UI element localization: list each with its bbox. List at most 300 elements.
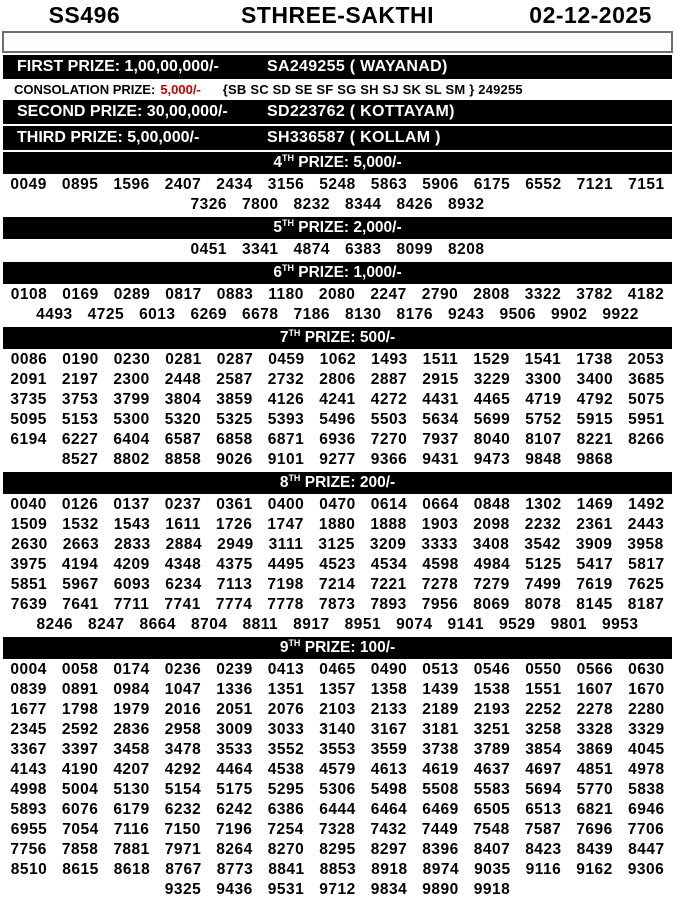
prize-number: 3125 [318,536,355,553]
prize-number: 0040 [10,496,47,513]
prize-number: 7937 [422,431,459,448]
prize-number: 1511 [422,351,459,368]
prize-number: 5248 [319,176,356,193]
prize-number: 2833 [114,536,151,553]
prize-number: 0126 [61,496,99,513]
prize-number: 7587 [524,821,562,838]
prize-number: 6404 [113,431,150,448]
prize-number: 0490 [370,661,408,678]
prize-number: 6234 [165,576,202,593]
prize-number: 0086 [10,351,48,368]
prize-number: 7893 [370,596,407,613]
prize-number: 4241 [319,391,356,408]
prize-number: 3542 [524,536,561,553]
third-prize-bar [3,126,672,150]
prize-number: 2053 [627,351,665,368]
prize-number-row [0,615,675,635]
prize-number: 9801 [550,616,587,633]
prize-number: 3478 [164,741,202,758]
prize-number: 0108 [10,286,48,303]
prize-number: 2732 [267,371,305,388]
prize-number: 0630 [628,661,665,678]
prize-number: 4851 [576,761,614,778]
prize-number: 0289 [113,286,151,303]
prize-number: 1677 [10,701,47,718]
prize-number: 4493 [36,306,73,323]
prize-number: 3735 [10,391,47,408]
prize-number: 4598 [422,556,459,573]
prize-number: 3789 [473,741,511,758]
prize-number: 2587 [216,371,253,388]
prize-number: 7711 [113,596,150,613]
prize-number: 8932 [447,196,485,213]
prize-section-header [3,637,672,659]
prize-number: 1492 [628,496,665,513]
prize-number: 3322 [524,286,562,303]
prize-number: 1357 [319,681,356,698]
prize-number: 7499 [524,576,562,593]
prize-number: 0190 [62,351,99,368]
prize-number: 9116 [525,861,562,878]
prize-number: 9366 [370,451,408,468]
prize-number: 7196 [215,821,253,838]
prize-number: 1062 [319,351,357,368]
second-prize-bar [3,100,672,124]
prize-number: 0237 [164,496,202,513]
prize-number: 2247 [370,286,407,303]
section-ordinal: 4 [273,154,282,171]
prize-number: 9902 [550,306,588,323]
prize-number: 1738 [576,351,613,368]
prize-number: 6469 [422,801,459,818]
prize-number: 4465 [473,391,511,408]
section-ordinal: 7 [279,329,289,346]
prize-number: 2103 [319,701,356,718]
prize-number: 9306 [627,861,665,878]
prize-number: 2098 [473,516,510,533]
prize-number: 5130 [113,781,150,798]
prize-number: 9868 [576,451,614,468]
prize-number: 1529 [473,351,510,368]
prize-number: 7326 [190,196,228,213]
prize-number: 3140 [319,721,356,738]
prize-number-row [0,350,675,370]
prize-number: 0664 [422,496,459,513]
section-ordinal: 9 [279,639,289,656]
prize-number: 4464 [216,761,253,778]
prize-number: 7548 [473,821,510,838]
prize-number: 2280 [628,701,665,718]
prize-number: 1607 [576,681,614,698]
prize-number: 8295 [319,841,356,858]
prize-number-row [0,680,675,700]
prize-number: 5699 [473,411,511,428]
prize-number: 8618 [113,861,151,878]
prize-number: 8951 [344,616,382,633]
prize-number: 0848 [473,496,511,513]
draw-date: 02-12-2025 [529,1,652,28]
prize-number: 3300 [525,371,562,388]
prize-number: 4534 [370,556,408,573]
prize-number: 5300 [113,411,150,428]
prize-number: 5417 [576,556,614,573]
prize-number: 4697 [525,761,562,778]
prize-number: 0883 [216,286,254,303]
prize-number: 3782 [576,286,613,303]
prize-number-row [0,410,675,430]
prize-number: 3553 [319,741,356,758]
prize-number: 8974 [422,861,460,878]
prize-number-row [0,195,675,215]
prize-number-row [0,495,675,515]
prize-number: 6383 [345,241,382,258]
prize-number-row [0,515,675,535]
section-title: PRIZE: 1,000/- [293,264,402,281]
draw-code: SS496 [48,1,121,28]
prize-number: 3258 [525,721,562,738]
prize-number: 9074 [396,616,433,633]
prize-number: 9431 [422,451,459,468]
prize-number: 2790 [421,286,459,303]
prize-number: 3333 [421,536,458,553]
section-ordinal-suffix: TH [288,472,301,483]
prize-number: 3804 [164,391,202,408]
prize-number: 7432 [370,821,407,838]
prize-number-row [0,555,675,575]
prize-number: 0287 [216,351,254,368]
prize-number: 8704 [190,616,228,633]
section-title: PRIZE: 500/- [300,329,396,346]
prize-number: 3181 [422,721,459,738]
prize-number: 7214 [318,576,356,593]
prize-number: 2434 [216,176,253,193]
section-number-rows [0,175,675,215]
prize-number: 6821 [576,801,614,818]
prize-number: 5838 [628,781,665,798]
prize-number: 8664 [139,616,176,633]
prize-number: 3799 [113,391,150,408]
prize-number: 5498 [370,781,408,798]
prize-number-row [0,430,675,450]
prize-number: 3328 [576,721,614,738]
second-prize-winner: SD223762 ( KOTTAYAM) [267,103,455,120]
prize-number: 3408 [472,536,510,553]
prize-section [0,217,675,260]
prize-number-row [0,860,675,880]
prize-number: 8447 [628,841,665,858]
prize-number: 2407 [164,176,202,193]
lottery-title: STHREE-SAKTHI [240,1,435,28]
prize-number: 1538 [473,681,511,698]
prize-number: 7741 [164,596,201,613]
prize-number: 5752 [525,411,562,428]
prize-number: 7639 [10,596,48,613]
prize-number: 3251 [473,721,511,738]
prize-number: 3009 [216,721,253,738]
prize-number: 3975 [10,556,47,573]
prize-section-header [3,152,672,174]
prize-number: 8407 [473,841,511,858]
prize-number: 4431 [422,391,459,408]
prize-number: 7150 [164,821,201,838]
prize-number: 9436 [216,881,253,898]
prize-number-row [0,880,675,900]
prize-number: 0839 [10,681,47,698]
prize-number: 8396 [422,841,459,858]
prize-number: 5325 [216,411,253,428]
prize-number: 1358 [370,681,408,698]
prize-number-row [0,390,675,410]
prize-number: 1543 [113,516,151,533]
prize-number: 6232 [164,801,202,818]
prize-number: 8130 [345,306,382,323]
prize-number: 7151 [628,176,665,193]
prize-number: 0984 [113,681,150,698]
prize-number: 1509 [10,516,48,533]
prize-number: 4538 [267,761,305,778]
prize-number: 9834 [370,881,408,898]
prize-number: 2016 [164,701,202,718]
prize-number: 3341 [242,241,279,258]
prize-number: 2278 [576,701,614,718]
prize-number: 8426 [396,196,433,213]
prize-number: 2300 [113,371,150,388]
prize-number: 1302 [525,496,562,513]
prize-number: 8853 [319,861,357,878]
consolation-row [0,81,675,100]
prize-number-row [0,595,675,615]
prize-number: 2592 [61,721,99,738]
prize-number: 5583 [473,781,511,798]
prize-number: 5951 [628,411,665,428]
prize-number: 4348 [164,556,202,573]
prize-number: 6175 [473,176,511,193]
prize-section [0,327,675,470]
prize-number: 7328 [318,821,356,838]
prize-section [0,637,675,900]
prize-number: 3738 [422,741,459,758]
prize-number: 7221 [370,576,407,593]
prize-number: 6858 [216,431,253,448]
prize-number: 6955 [10,821,48,838]
prize-number: 1047 [164,681,202,698]
prize-number: 4613 [370,761,408,778]
consolation-label: CONSOLATION PRIZE: [14,82,156,97]
prize-number: 3033 [267,721,305,738]
prize-number: 1493 [371,351,408,368]
prize-number: 5295 [267,781,305,798]
prize-number: 2076 [267,701,305,718]
prize-number: 3859 [216,391,253,408]
prize-number: 0174 [113,661,150,678]
prize-number: 1903 [421,516,459,533]
prize-number-row [0,720,675,740]
prize-section-header [3,262,672,284]
prize-number: 7625 [627,576,665,593]
prize-number: 7696 [576,821,613,838]
prize-number: 6013 [139,306,176,323]
section-ordinal-suffix: TH [288,327,301,338]
prize-number: 5508 [422,781,459,798]
prize-number: 0137 [113,496,150,513]
section-number-rows [0,240,675,260]
prize-number: 7619 [576,576,613,593]
prize-number: 8510 [10,861,48,878]
prize-number: 4579 [319,761,356,778]
prize-number: 0459 [268,351,305,368]
prize-number: 7198 [267,576,304,593]
prize-number: 5893 [10,801,47,818]
section-ordinal-suffix: TH [288,637,301,648]
prize-number: 8246 [36,616,73,633]
prize-number: 6946 [628,801,665,818]
prize-number: 0413 [267,661,305,678]
prize-number: 1798 [61,701,99,718]
prize-sections [0,152,675,900]
prize-number: 5503 [370,411,408,428]
prize-number: 8767 [165,861,202,878]
prize-number: 3111 [268,536,304,553]
section-title: PRIZE: 5,000/- [293,154,402,171]
prize-number: 7254 [267,821,304,838]
prize-number: 8187 [627,596,665,613]
prize-number-row [0,740,675,760]
prize-number: 5320 [164,411,202,428]
prize-number: 1670 [628,681,665,698]
prize-number: 5095 [10,411,47,428]
prize-number: 7121 [576,176,614,193]
prize-number: 8918 [371,861,408,878]
prize-number: 2915 [422,371,459,388]
prize-number: 1532 [62,516,99,533]
section-title: PRIZE: 2,000/- [293,219,402,236]
prize-number: 8176 [396,306,433,323]
prize-number: 8266 [628,431,665,448]
prize-number: 4209 [113,556,150,573]
prize-number: 5634 [422,411,459,428]
prize-number: 8423 [525,841,562,858]
prize-number: 4126 [267,391,305,408]
prize-number: 4792 [576,391,614,408]
prize-number: 0230 [113,351,151,368]
prize-number-row [0,175,675,195]
prize-number: 3367 [10,741,47,758]
prize-number: 3753 [61,391,99,408]
prize-number: 4182 [627,286,665,303]
prize-number: 7279 [473,576,510,593]
prize-number: 9141 [447,616,485,633]
prize-number: 7706 [627,821,665,838]
prize-number: 0470 [319,496,356,513]
prize-number: 6871 [267,431,305,448]
prize-number: 6093 [113,576,151,593]
prize-number: 2887 [370,371,408,388]
prize-number-row [0,305,675,325]
prize-number: 1180 [268,286,304,303]
prize-number: 0058 [61,661,99,678]
prize-number-row [0,285,675,305]
prize-number: 9325 [164,881,202,898]
prize-number: 1979 [113,701,150,718]
prize-number: 2443 [627,516,665,533]
prize-number: 0451 [190,241,228,258]
prize-number: 5075 [628,391,665,408]
prize-number: 8145 [576,596,613,613]
prize-number: 5915 [576,411,614,428]
prize-number: 4495 [267,556,305,573]
prize-number: 4292 [164,761,202,778]
prize-number: 0049 [10,176,47,193]
prize-number: 0281 [165,351,202,368]
prize-number: 3209 [369,536,407,553]
prize-number: 7858 [61,841,99,858]
second-prize-label: SECOND PRIZE: 30,00,000/- [17,103,228,120]
prize-number: 6269 [190,306,228,323]
prize-number: 1469 [576,496,614,513]
prize-number-row [0,660,675,680]
prize-number-row [0,780,675,800]
prize-number: 2663 [62,536,100,553]
prize-number: 2189 [422,701,459,718]
prize-number: 8107 [525,431,562,448]
prize-number: 5863 [370,176,408,193]
prize-number: 7756 [10,841,47,858]
prize-number: 5906 [422,176,459,193]
prize-number: 1541 [524,351,562,368]
prize-number: 8208 [447,241,485,258]
prize-number: 4637 [473,761,511,778]
prize-number: 7778 [267,596,304,613]
section-number-rows [0,495,675,635]
prize-number: 4719 [525,391,562,408]
prize-number: 6179 [113,801,150,818]
prize-number: 9531 [267,881,305,898]
prize-number: 7641 [62,596,99,613]
prize-number: 8221 [576,431,614,448]
prize-number: 7956 [421,596,459,613]
prize-number: 8232 [293,196,330,213]
prize-number: 5175 [216,781,253,798]
prize-number: 2884 [165,536,203,553]
prize-number: 6227 [61,431,99,448]
prize-number: 0465 [319,661,356,678]
section-title: PRIZE: 100/- [300,639,396,656]
third-prize-winner: SH336587 ( KOLLAM ) [267,129,441,146]
prize-number: 9035 [474,861,511,878]
prize-number: 6444 [319,801,356,818]
first-prize-winner: SA249255 ( WAYANAD) [267,58,448,75]
prize-number: 9277 [319,451,356,468]
prize-number: 6513 [525,801,562,818]
prize-number: 7054 [62,821,99,838]
prize-number: 0169 [62,286,99,303]
prize-number: 8858 [164,451,202,468]
prize-number: 0895 [61,176,99,193]
prize-number: 6552 [525,176,562,193]
third-prize-label: THIRD PRIZE: 5,00,000/- [17,129,200,146]
prize-number: 3533 [216,741,253,758]
prize-number: 2193 [473,701,511,718]
prize-number: 3552 [267,741,305,758]
prize-number: 8841 [268,861,305,878]
prize-number: 6936 [319,431,356,448]
prize-number: 7881 [113,841,150,858]
prize-number: 4874 [293,241,330,258]
prize-number: 2448 [164,371,202,388]
section-ordinal: 8 [279,474,289,491]
prize-number: 3958 [627,536,664,553]
prize-number: 3458 [113,741,150,758]
